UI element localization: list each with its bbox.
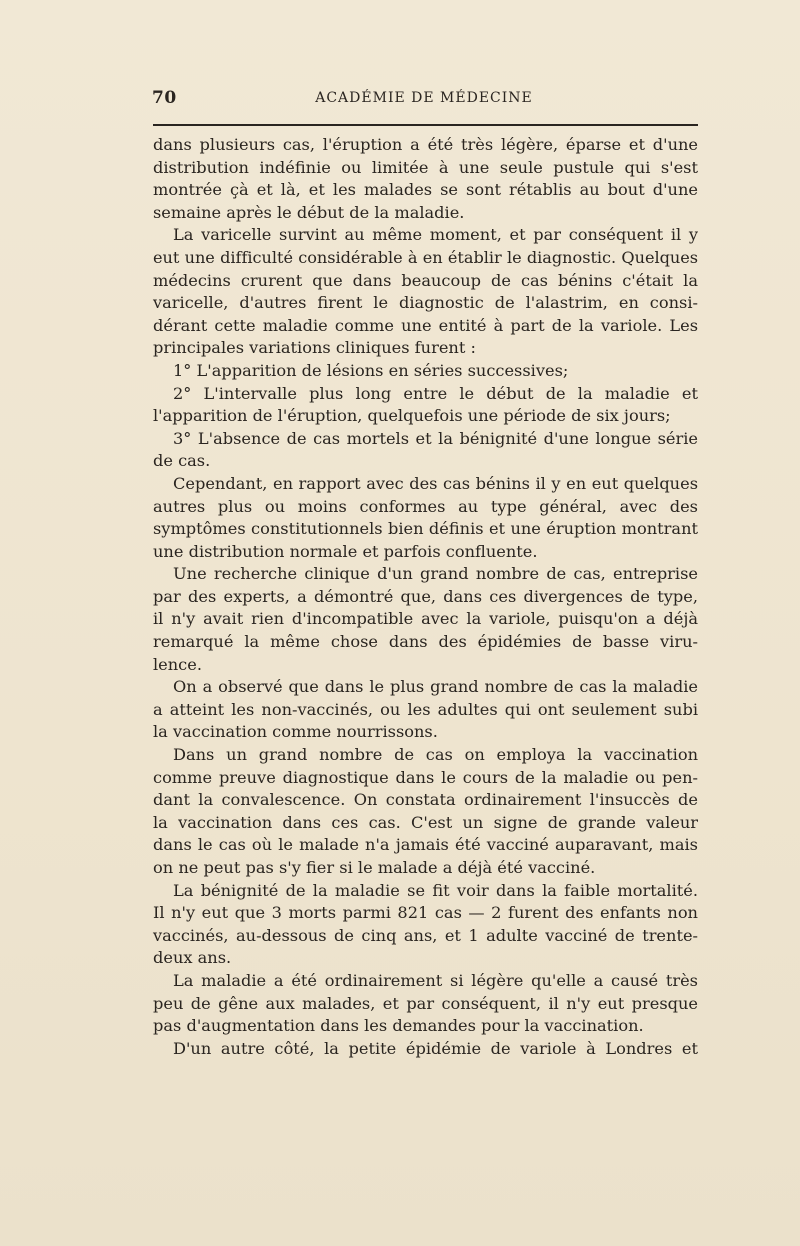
text-line: remarqué la même chose dans des épidémies de basse viru-: [153, 632, 698, 652]
text-line: principales variations cliniques furent :: [153, 338, 476, 358]
text-line: peu de gêne aux malades, et par conséquent, il n'y eut presque: [153, 993, 698, 1013]
text-line: varicelle, d'autres firent le diagnostic de l'alastrim, en consi-: [153, 293, 698, 313]
page-number: 70: [152, 88, 177, 108]
text-line: vaccinés, au-dessous de cinq ans, et 1 adulte vacciné de trente-: [153, 925, 698, 945]
text-line: dans le cas où le malade n'a jamais été vacciné auparavant, mais: [153, 835, 698, 855]
text-line: dérant cette maladie comme une entité à part de la variole. Les: [153, 315, 698, 335]
text-line: une distribution normale et parfois confluente.: [153, 541, 538, 561]
running-title: ACADÉMIE DE MÉDECINE: [315, 90, 533, 106]
text-line: semaine après le début de la maladie.: [153, 202, 465, 222]
text-line: pas d'augmentation dans les demandes pour la vaccination.: [153, 1016, 644, 1036]
text-line: comme preuve diagnostique dans le cours de la maladie ou pen-: [153, 767, 698, 787]
text-line: il n'y avait rien d'incompatible avec la variole, puisqu'on a déjà: [153, 609, 698, 629]
text-line: autres plus ou moins conformes au type général, avec des: [153, 496, 698, 516]
text-line: la vaccination dans ces cas. C'est un signe de grande valeur: [153, 812, 698, 832]
body-text: [153, 134, 698, 1060]
text-line: la vaccination comme nourrissons.: [153, 722, 438, 742]
text-line: on ne peut pas s'y fier si le malade a déjà été vacciné.: [153, 858, 596, 877]
text-line: dans plusieurs cas, l'éruption a été très légère, éparse et d'une: [153, 135, 698, 154]
text-line: eut une difficulté considérable à en établir le diagnostic. Quelques: [153, 247, 698, 267]
text-line: a atteint les non-vaccinés, ou les adultes qui ont seulement subi: [153, 699, 698, 719]
text-line: D'un autre côté, la petite épidémie de variole à Londres et: [173, 1038, 698, 1058]
text-line: La bénignité de la maladie se fit voir dans la faible mortalité.: [173, 880, 698, 900]
text-line: de cas.: [153, 451, 211, 471]
text-line: 3° L'absence de cas mortels et la bénignité d'une longue série: [173, 428, 698, 448]
text-line: On a observé que dans le plus grand nombre de cas la maladie: [173, 677, 698, 697]
text-line: dant la convalescence. On constata ordinairement l'insuccès de: [153, 790, 698, 810]
text-line: deux ans.: [153, 948, 232, 968]
text-line: 2° L'intervalle plus long entre le début de la maladie et: [173, 383, 698, 403]
text-line: Cependant, en rapport avec des cas bénins il y en eut quelques: [173, 473, 698, 493]
header-rule: [153, 124, 698, 126]
text-line: Dans un grand nombre de cas on employa la vaccination: [173, 745, 698, 765]
page-header: [150, 88, 698, 110]
text-line: distribution indéfinie ou limitée à une seule pustule qui s'est: [153, 157, 698, 177]
text-line: médecins crurent que dans beaucoup de cas bénins c'était la: [153, 270, 698, 290]
text-line: Une recherche clinique d'un grand nombre de cas, entreprise: [173, 564, 698, 584]
text-line: montrée çà et là, et les malades se sont rétablis au bout d'une: [153, 180, 698, 200]
text-line: La maladie a été ordinairement si légère qu'elle a causé très: [173, 970, 698, 990]
text-line: 1° L'apparition de lésions en séries successives;: [173, 360, 569, 380]
text-line: symptômes constitutionnels bien définis et une éruption montrant: [153, 519, 698, 539]
text-line: Il n'y eut que 3 morts parmi 821 cas — 2 furent des enfants non: [153, 903, 698, 923]
text-line: par des experts, a démontré que, dans ces divergences de type,: [153, 586, 698, 606]
text-line: lence.: [153, 654, 202, 674]
text-line: La varicelle survint au même moment, et par conséquent il y: [173, 225, 698, 245]
text-line: l'apparition de l'éruption, quelquefois une période de six jours;: [153, 406, 671, 426]
